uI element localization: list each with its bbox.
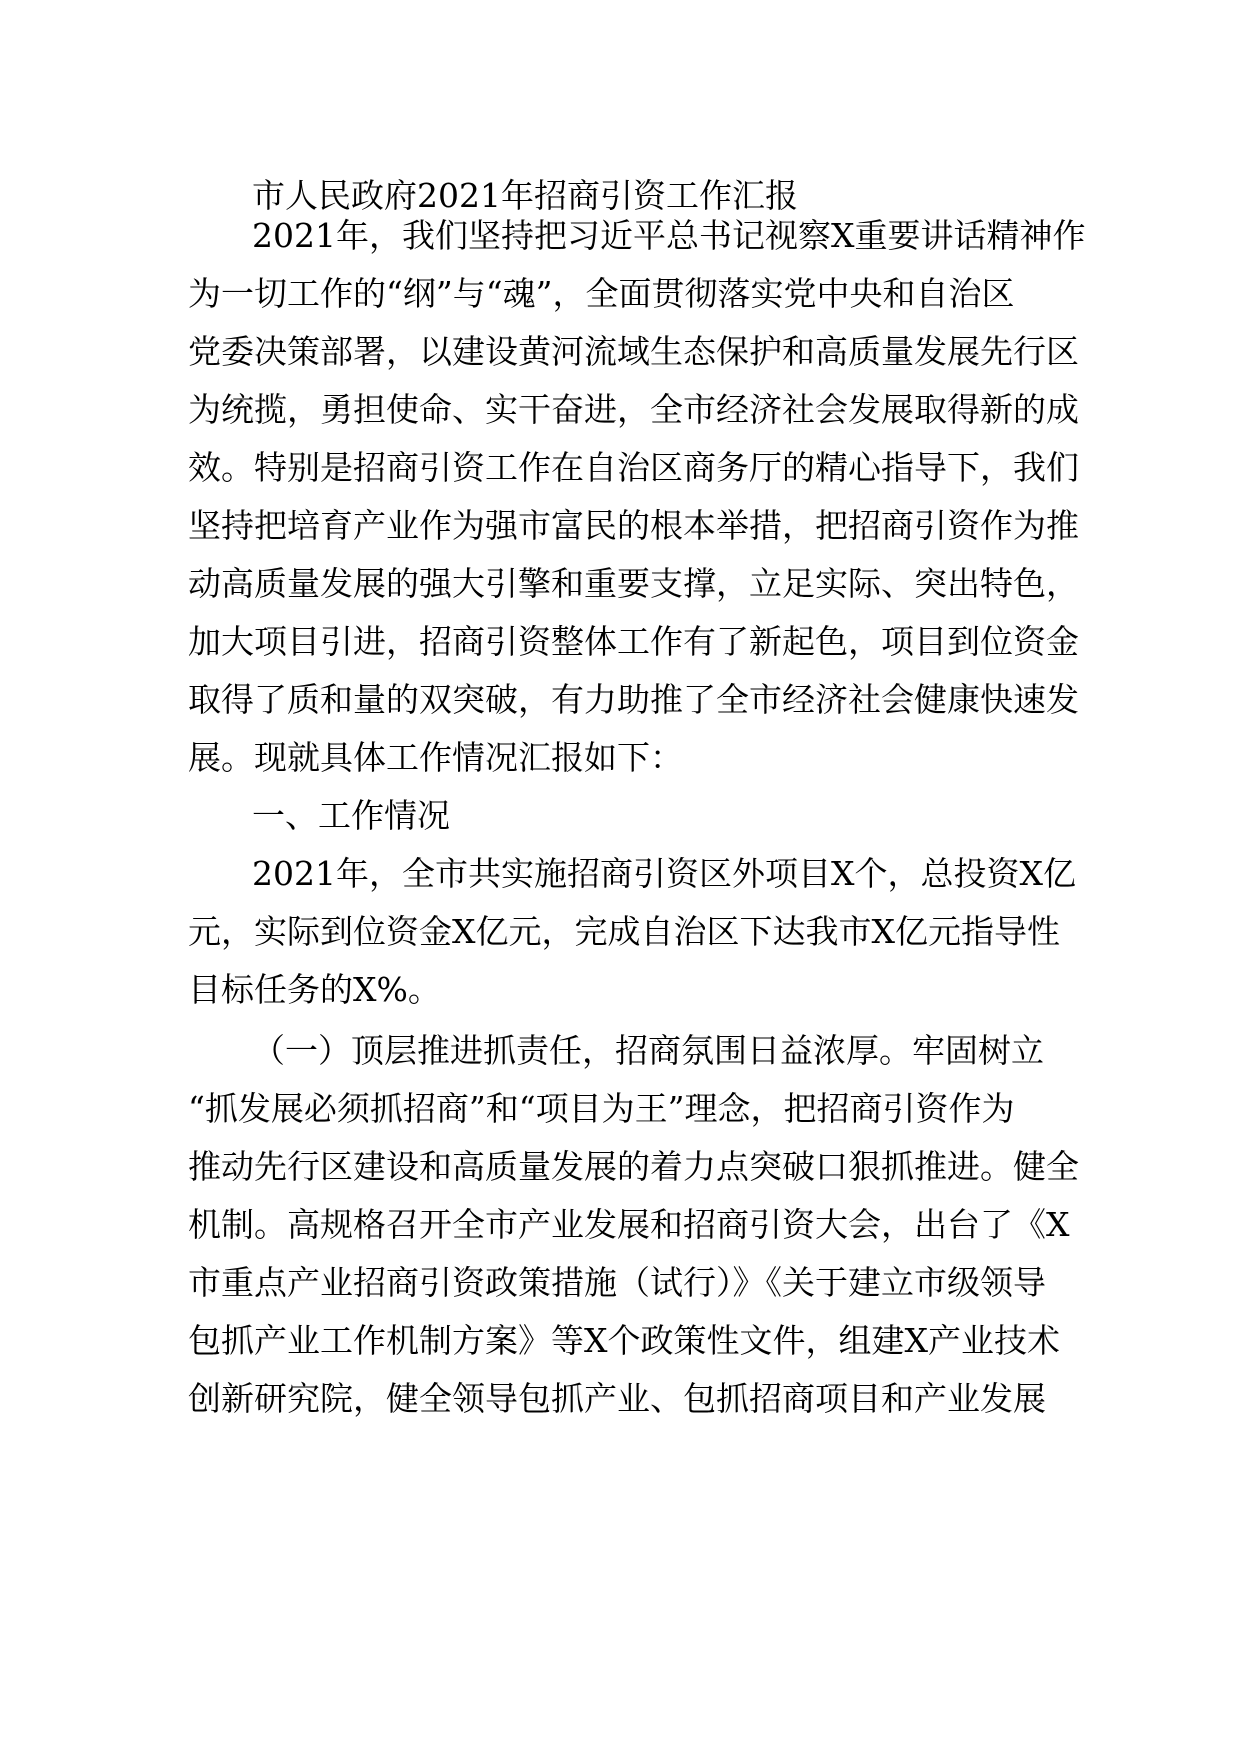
paragraph-line: 创新研究院，健全领导包抓产业、包抓招商项目和产业发展 — [188, 1379, 1046, 1418]
paragraph-line: 包抓产业工作机制方案》等X个政策性文件，组建X产业技术 — [188, 1321, 1060, 1360]
paragraph-line: “抓发展必须抓招商”和“项目为王”理念，把招商引资作为 — [188, 1089, 1015, 1128]
paragraph-line: 为统揽，勇担使命、实干奋进，全市经济社会发展取得新的成 — [188, 390, 1079, 429]
section-heading: 一、工作情况 — [252, 796, 450, 835]
paragraph-line: 加大项目引进，招商引资整体工作有了新起色，项目到位资金 — [188, 622, 1079, 661]
paragraph-line: 取得了质和量的双突破，有力助推了全市经济社会健康快速发 — [188, 680, 1079, 719]
paragraph-line: 推动先行区建设和高质量发展的着力点突破口狠抓推进。健全 — [188, 1147, 1079, 1186]
paragraph-line: 坚持把培育产业作为强市富民的根本举措，把招商引资作为推 — [188, 506, 1079, 545]
paragraph-line: 目标任务的X%。 — [188, 970, 441, 1009]
paragraph-line: 2021年，全市共实施招商引资区外项目X个，总投资X亿 — [252, 854, 1076, 893]
paragraph-line: 效。特别是招商引资工作在自治区商务厅的精心指导下，我们 — [188, 448, 1079, 487]
paragraph-line: 机制。高规格召开全市产业发展和招商引资大会，出台了《X — [188, 1205, 1070, 1244]
paragraph-line: 党委决策部署，以建设黄河流域生态保护和高质量发展先行区 — [188, 332, 1079, 371]
subsection-line: （一）顶层推进抓责任，招商氛围日益浓厚。牢固树立 — [252, 1031, 1044, 1070]
paragraph-line: 展。现就具体工作情况汇报如下： — [188, 738, 683, 777]
document-title: 市人民政府2021年招商引资工作汇报 — [252, 176, 798, 215]
paragraph-line: 为一切工作的“纲”与“魂”，全面贯彻落实党中央和自治区 — [188, 274, 1015, 313]
paragraph-line: 动高质量发展的强大引擎和重要支撑，立足实际、突出特色， — [188, 564, 1079, 603]
paragraph-line: 市重点产业招商引资政策措施（试行）》《关于建立市级领导 — [188, 1263, 1046, 1302]
paragraph-line: 2021年，我们坚持把习近平总书记视察X重要讲话精神作 — [252, 216, 1086, 255]
paragraph-line: 元，实际到位资金X亿元，完成自治区下达我市X亿元指导性 — [188, 912, 1060, 951]
